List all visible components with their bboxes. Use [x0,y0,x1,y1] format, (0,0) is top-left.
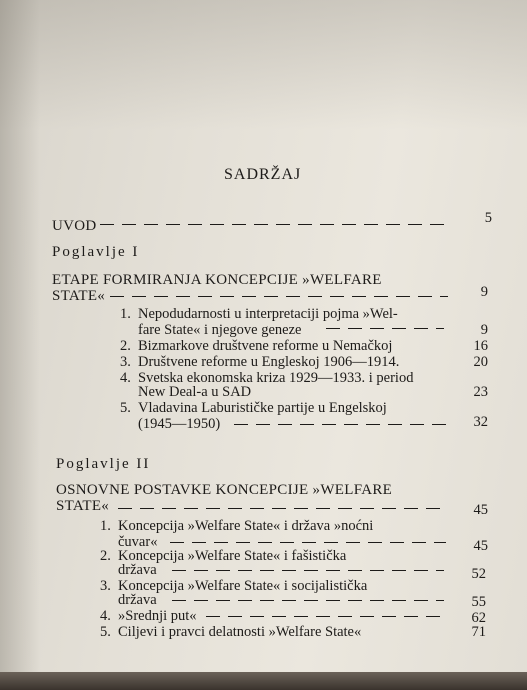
chapter-label: Poglavlje II [56,456,151,472]
dot-leader [170,536,446,548]
toc-item-title: »Srednji put« [118,608,197,624]
toc-item-page: 16 [473,338,488,354]
toc-item-title: Svetska ekonomska kriza 1929—1933. i period [138,370,414,386]
toc-item-number: 1. [120,306,131,322]
toc-uvod-page: 5 [484,210,492,226]
toc-item-title: Društvene reforme u Engleskoj 1906—1914. [138,354,400,370]
dot-leader [100,218,448,230]
toc-item-title: Koncepcija »Welfare State« i država »noćni [118,518,374,534]
chapter-heading-cont: STATE« [56,498,110,514]
toc-item-title-cont: država [118,562,157,578]
dot-leader [206,610,442,622]
toc-item-title: Vladavina Laburističke partije u Engelskoj [138,400,387,416]
toc-item-title: Ciljevi i pravci delatnosti »Welfare State« [118,624,362,640]
dot-leader [172,594,444,606]
toc-item-page: 62 [471,610,486,626]
toc-item-page: 23 [473,384,488,400]
toc-item-number: 5. [120,400,131,416]
toc-item-page: 32 [473,414,488,430]
dot-leader [326,322,444,334]
toc-item-title-cont: New Deal-a u SAD [138,384,252,400]
toc-item-page: 20 [473,354,488,370]
dot-leader [234,418,446,430]
chapter-heading: OSNOVNE POSTAVKE KONCEPCIJE »WELFARE [56,482,393,498]
toc-uvod-label: UVOD [52,218,97,234]
dot-leader [172,564,444,576]
toc-item-number: 5. [100,624,111,640]
page-title: SADRŽAJ [224,166,302,183]
chapter-heading: ETAPE FORMIRANJA KONCEPCIJE »WELFARE [52,272,382,288]
toc-item-number: 2. [100,548,111,564]
toc-item-number: 3. [100,578,111,594]
chapter-label: Poglavlje I [52,244,140,260]
toc-item-number: 2. [120,338,131,354]
toc-item-title: Bizmarkove društvene reforme u Nemačkoj [138,338,393,354]
toc-item-title-cont: čuvar« [118,534,158,550]
toc-item-title-cont: (1945—1950) [138,416,221,432]
toc-item-page: 55 [471,594,486,610]
toc-item-page: 45 [473,538,488,554]
page-bottom-edge [0,672,527,690]
toc-item-title: Nepodudarnosti u interpretaciji pojma »Wel- [138,306,398,322]
toc-item-page: 9 [480,322,488,338]
toc-item-number: 4. [100,608,111,624]
dot-leader [110,290,448,302]
toc-item-page: 71 [471,624,486,640]
dot-leader [118,502,446,514]
toc-item-number: 4. [120,370,131,386]
toc-item-number: 1. [100,518,111,534]
toc-item-title-cont: fare State« i njegove geneze [138,322,302,338]
toc-item-title: Koncepcija »Welfare State« i socijalistička [118,578,368,594]
page-shadow-left [0,0,40,690]
page-shadow-top [0,0,527,130]
toc-item-title-cont: država [118,592,157,608]
chapter-page: 45 [473,502,488,518]
chapter-page: 9 [480,284,488,300]
toc-item-number: 3. [120,354,131,370]
toc-item-page: 52 [471,566,486,582]
toc-item-title: Koncepcija »Welfare State« i fašistička [118,548,347,564]
chapter-heading-cont: STATE« [52,288,106,304]
